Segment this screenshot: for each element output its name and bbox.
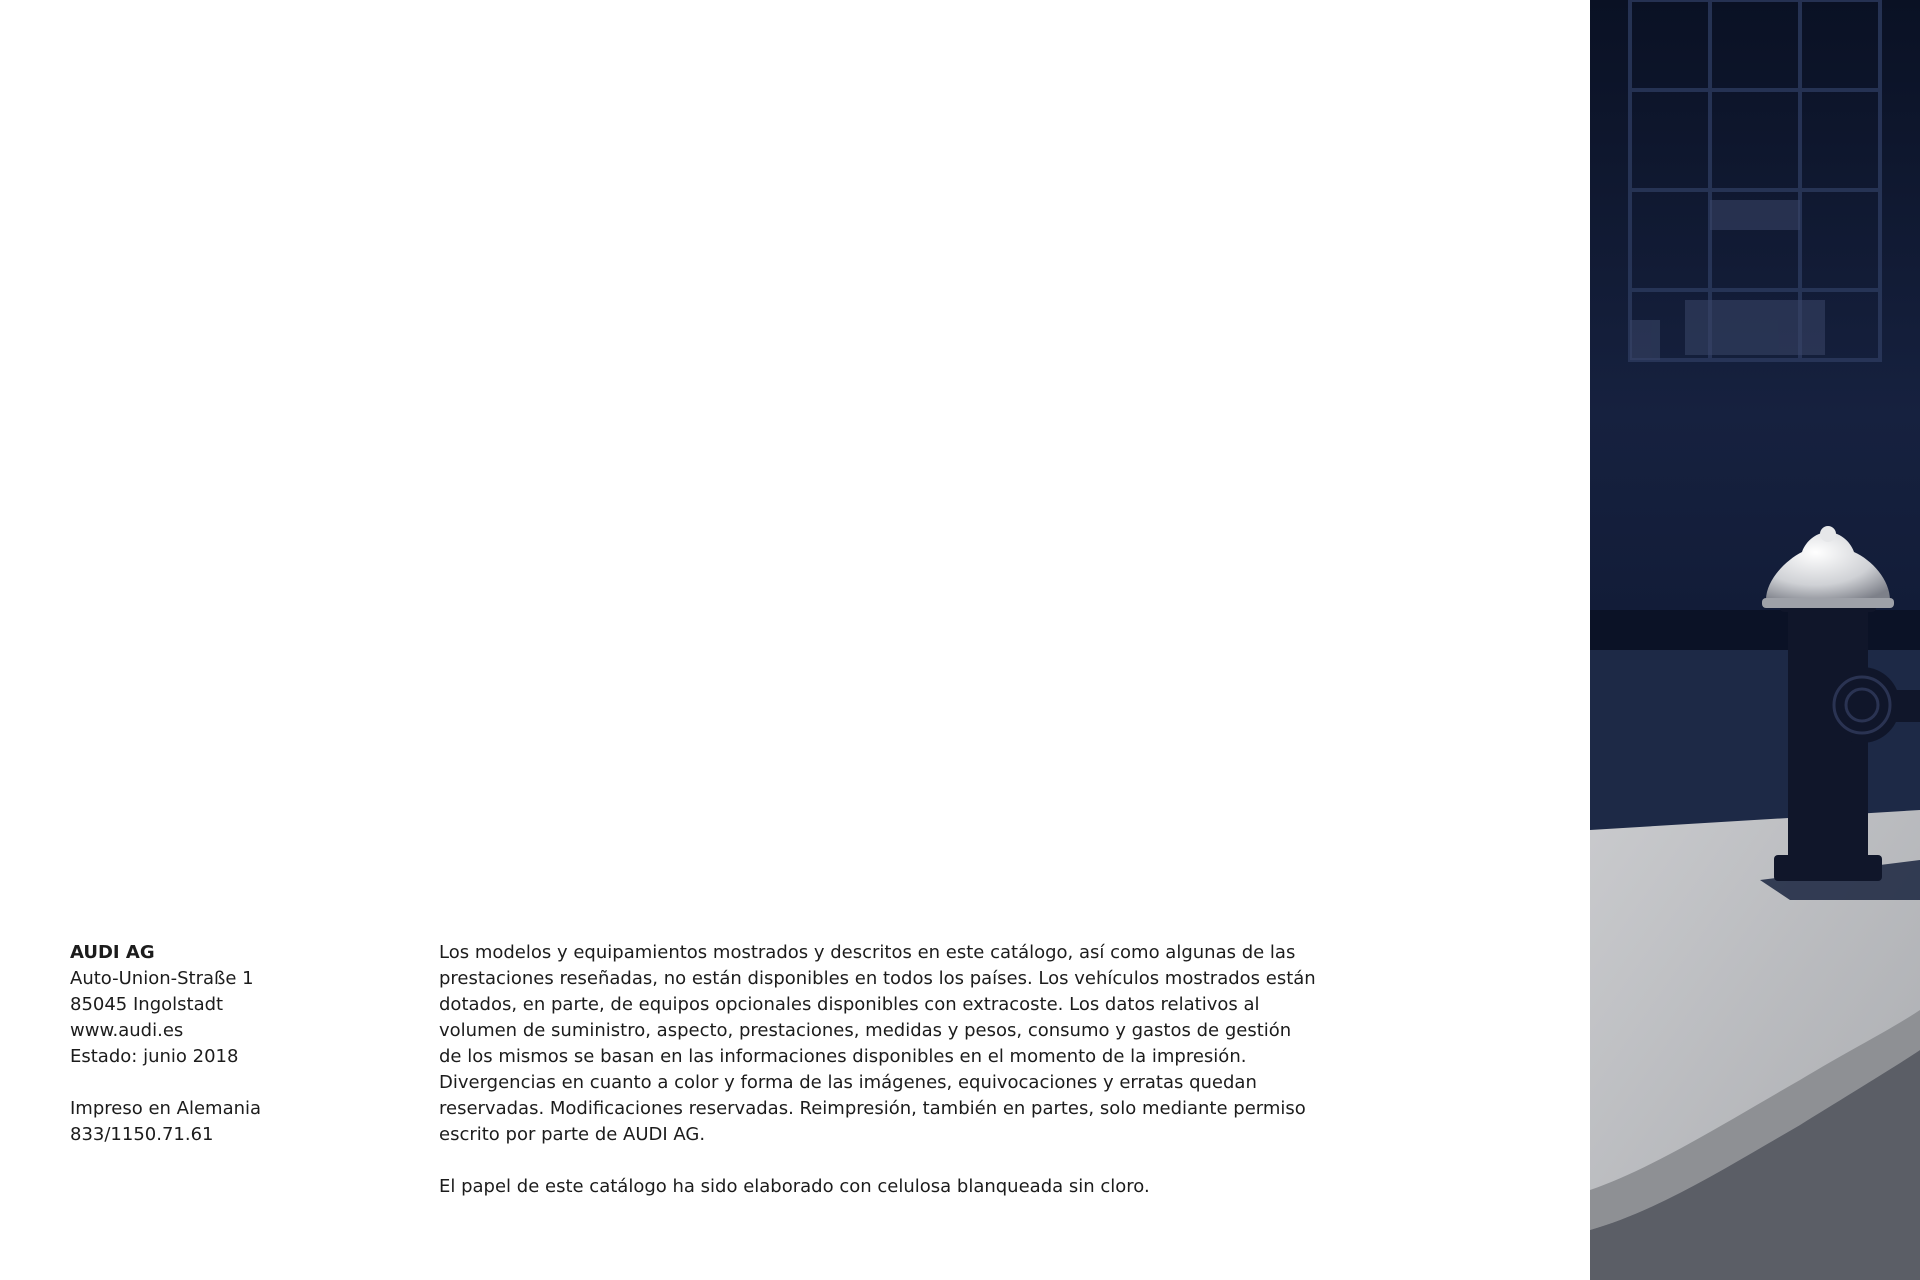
catalog-code: 833/1150.71.61 xyxy=(70,1124,214,1145)
hydrant-top-nut xyxy=(1820,526,1836,542)
legal-paragraph-1: Los modelos y equipamientos mostrados y descritos en este catálogo, así como algunas de las prestaciones reseñadas, no están disponibles en todos los países. Los vehículos mostrados están dotados, en parte, de equipos opcionales disponibles con extracoste. Los datos relativos al volumen de suministro, aspecto, prestaciones, medidas y pesos, consumo y gastos de gestión de los mismos se basan en las informaciones disponibles en el momento de la impresión. Divergencias en cuanto a color y forma de las imágenes, equivocaciones y erratas quedan reservadas. Modificaciones reservadas. Reimpresión, también en partes, solo mediante permiso escrito por parte de AUDI AG. xyxy=(439,942,1316,1145)
wall-base xyxy=(1590,610,1920,650)
photo-illustration xyxy=(1590,0,1920,1280)
imprint-block xyxy=(70,940,390,1148)
legal-notice xyxy=(439,940,1319,1200)
printed-in: Impreso en Alemania xyxy=(70,1098,262,1119)
hydrant-cap-rim xyxy=(1762,598,1894,608)
fire-hydrant-photo xyxy=(1590,0,1920,1280)
edition-status: Estado: junio 2018 xyxy=(70,1046,239,1067)
company-name: AUDI AG xyxy=(70,942,155,963)
company-website[interactable]: www.audi.es xyxy=(70,1020,184,1041)
legal-paragraph-2: El papel de este catálogo ha sido elaborado con celulosa blanqueada sin cloro. xyxy=(439,1176,1150,1197)
company-street: Auto-Union-Straße 1 xyxy=(70,968,254,989)
company-city: 85045 Ingolstadt xyxy=(70,994,224,1015)
